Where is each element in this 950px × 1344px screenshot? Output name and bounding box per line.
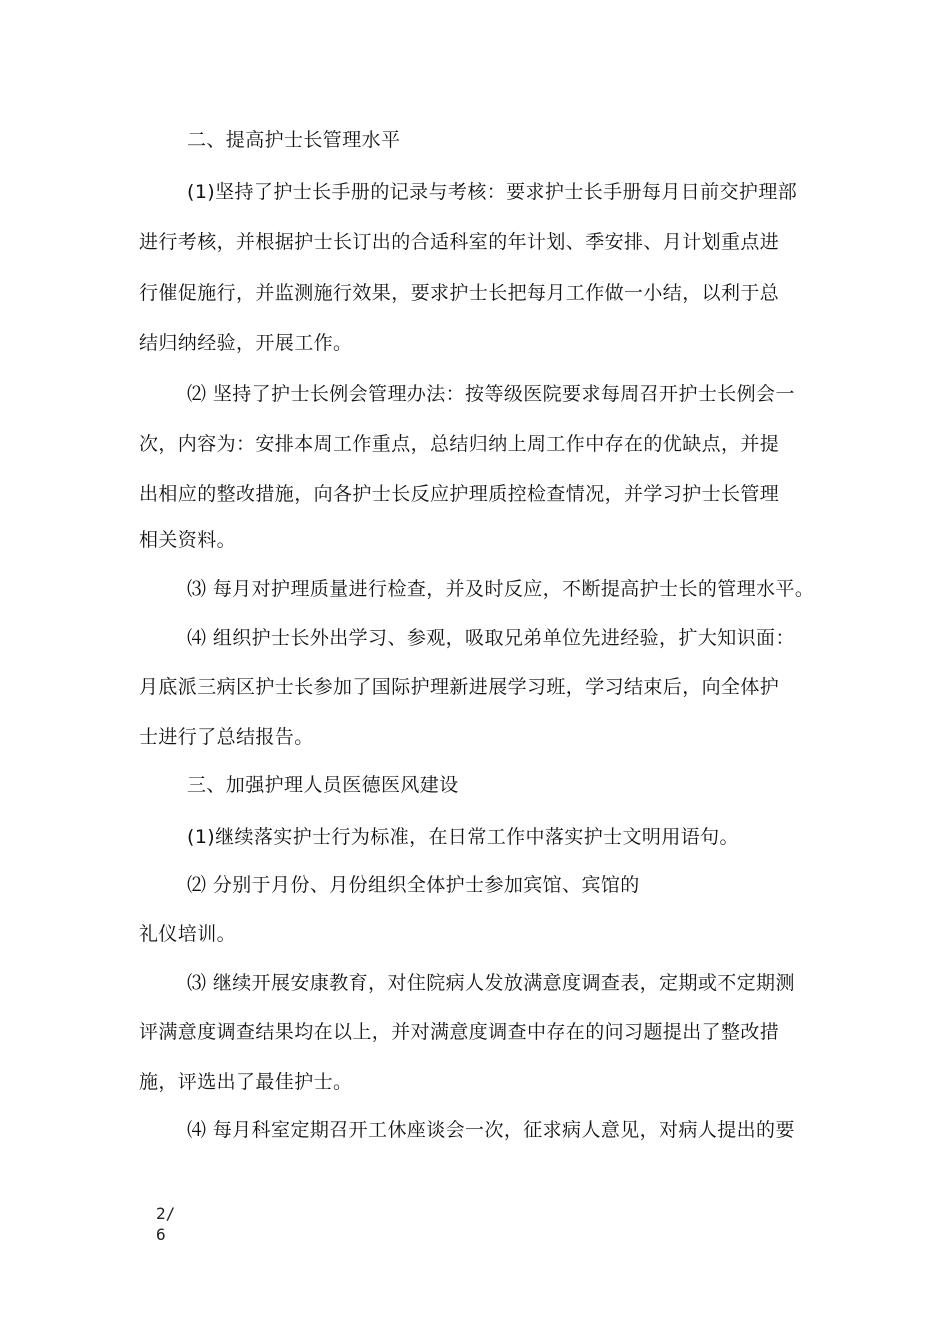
- paragraph-line: 施，评选出了最佳护士。: [139, 1071, 353, 1093]
- paragraph-line: 行催促施行，并监测施行效果，要求护士长把每月工作做一小结，以利于总: [139, 282, 780, 304]
- paragraph-line: 进行考核，并根据护士长订出的合适科室的年计划、季安排、月计划重点进: [139, 231, 780, 253]
- paragraph-line: 士进行了总结报告。: [139, 726, 314, 748]
- paragraph-line: 结归纳经验，开展工作。: [139, 332, 353, 354]
- page-number: [156, 1203, 175, 1245]
- paragraph-line: (1)坚持了护士长手册的记录与考核：要求护士长手册每月日前交护理部: [187, 181, 798, 203]
- paragraph-line: 月底派三病区护士长参加了国际护理新进展学习班，学习结束后，向全体护: [139, 676, 780, 698]
- paragraph-line: 次，内容为：安排本周工作重点，总结归纳上周工作中存在的优缺点，并提: [139, 433, 780, 455]
- paragraph-line: ⑷ 组织护士长外出学习、参观，吸取兄弟单位先进经验，扩大知识面：: [187, 627, 795, 649]
- paragraph-line: ⑶ 每月对护理质量进行检查，并及时反应，不断提高护士长的管理水平。: [187, 578, 815, 600]
- page-number-current: 2/: [156, 1204, 176, 1223]
- paragraph-line: ⑵ 分别于月份、月份组织全体护士参加宾馆、宾馆的: [187, 874, 640, 896]
- paragraph-line: (1)继续落实护士行为标准，在日常工作中落实护士文明用语句。: [187, 826, 739, 848]
- paragraph-line: ⑵ 坚持了护士长例会管理办法：按等级医院要求每周召开护士长例会一: [187, 383, 795, 405]
- section-heading: 三、加强护理人员医德医风建设: [187, 774, 459, 796]
- paragraph-line: ⑶ 继续开展安康教育，对住院病人发放满意度调查表，定期或不定期测: [187, 972, 795, 994]
- page-number-total: 6: [156, 1225, 166, 1244]
- paragraph-line: 相关资料。: [139, 529, 237, 551]
- paragraph-line: 评满意度调查结果均在以上，并对满意度调查中存在的问习题提出了整改措: [139, 1021, 780, 1043]
- paragraph-line: ⑷ 每月科室定期召开工休座谈会一次，征求病人意见，对病人提出的要: [187, 1119, 795, 1141]
- paragraph-line: 出相应的整改措施，向各护士长反应护理质控检查情况，并学习护士长管理: [139, 483, 780, 505]
- section-heading: 二、提高护士长管理水平: [187, 129, 401, 151]
- paragraph-line: 礼仪培训。: [139, 923, 237, 945]
